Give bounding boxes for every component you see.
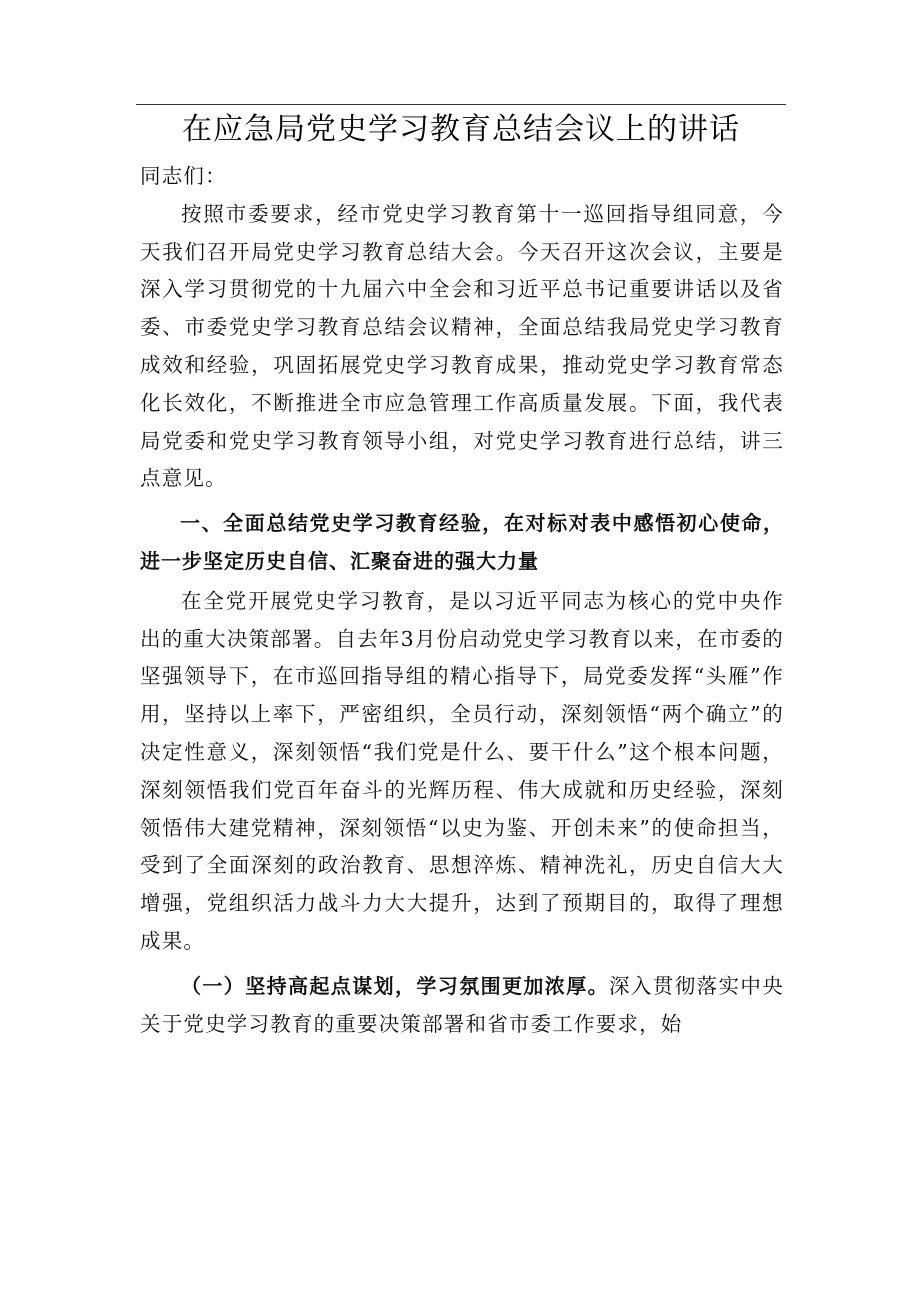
document-title: 在应急局党史学习教育总结会议上的讲话 [182, 112, 740, 147]
subsection-1-body: 深入贯彻落实中央关于党史学习教育的重要决策部署和省市委工作要求，始 [140, 973, 784, 1036]
greeting: 同志们： [140, 164, 227, 188]
intro-paragraph: 按照市委要求，经市党史学习教育第十一巡回指导组同意，今天我们召开局党史学习教育总结大会。今天召开这次会议，主要是深入学习贯彻党的十九届六中全会和习近平总书记重要讲话以及省委、市委党史学习教育总结会议精神，全面总结我局党史学习教育成效和经验，巩固拓展党史学习教育成果，推动党史学习教育常态化长效化，不断推进全市应急管理工作高质量发展。下面，我代表局党委和党史学习教育领导小组，对党史学习教育进行总结，讲三点意见。 [140, 201, 784, 491]
subsection-1-paragraph [140, 968, 784, 1044]
subsection-1-lead: （一）坚持高起点谋划，学习氛围更加浓厚。 [181, 973, 609, 998]
header-rule [136, 104, 786, 105]
section-1-heading: 一、全面总结党史学习教育经验，在对标对表中感悟初心使命，进一步坚定历史自信、汇聚奋进的强大力量 [140, 511, 784, 573]
section-1-paragraph: 在全党开展党史学习教育，是以习近平同志为核心的党中央作出的重大决策部署。自去年3月份启动党史学习教育以来，在市委的坚强领导下，在市巡回指导组的精心指导下，局党委发挥“头雁”作用，坚持以上率下，严密组织，全员行动，深刻领悟“两个确立”的决定性意义，深刻领悟“我们党是什么、要干什么”这个根本问题，深刻领悟我们党百年奋斗的光辉历程、伟大成就和历史经验，深刻领悟伟大建党精神，深刻领悟“以史为鉴、开创未来”的使命担当，受到了全面深刻的政治教育、思想淬炼、精神洗礼，历史自信大大增强，党组织活力战斗力大大提升，达到了预期目的，取得了理想成果。 [140, 588, 784, 953]
document-body [140, 158, 784, 1050]
